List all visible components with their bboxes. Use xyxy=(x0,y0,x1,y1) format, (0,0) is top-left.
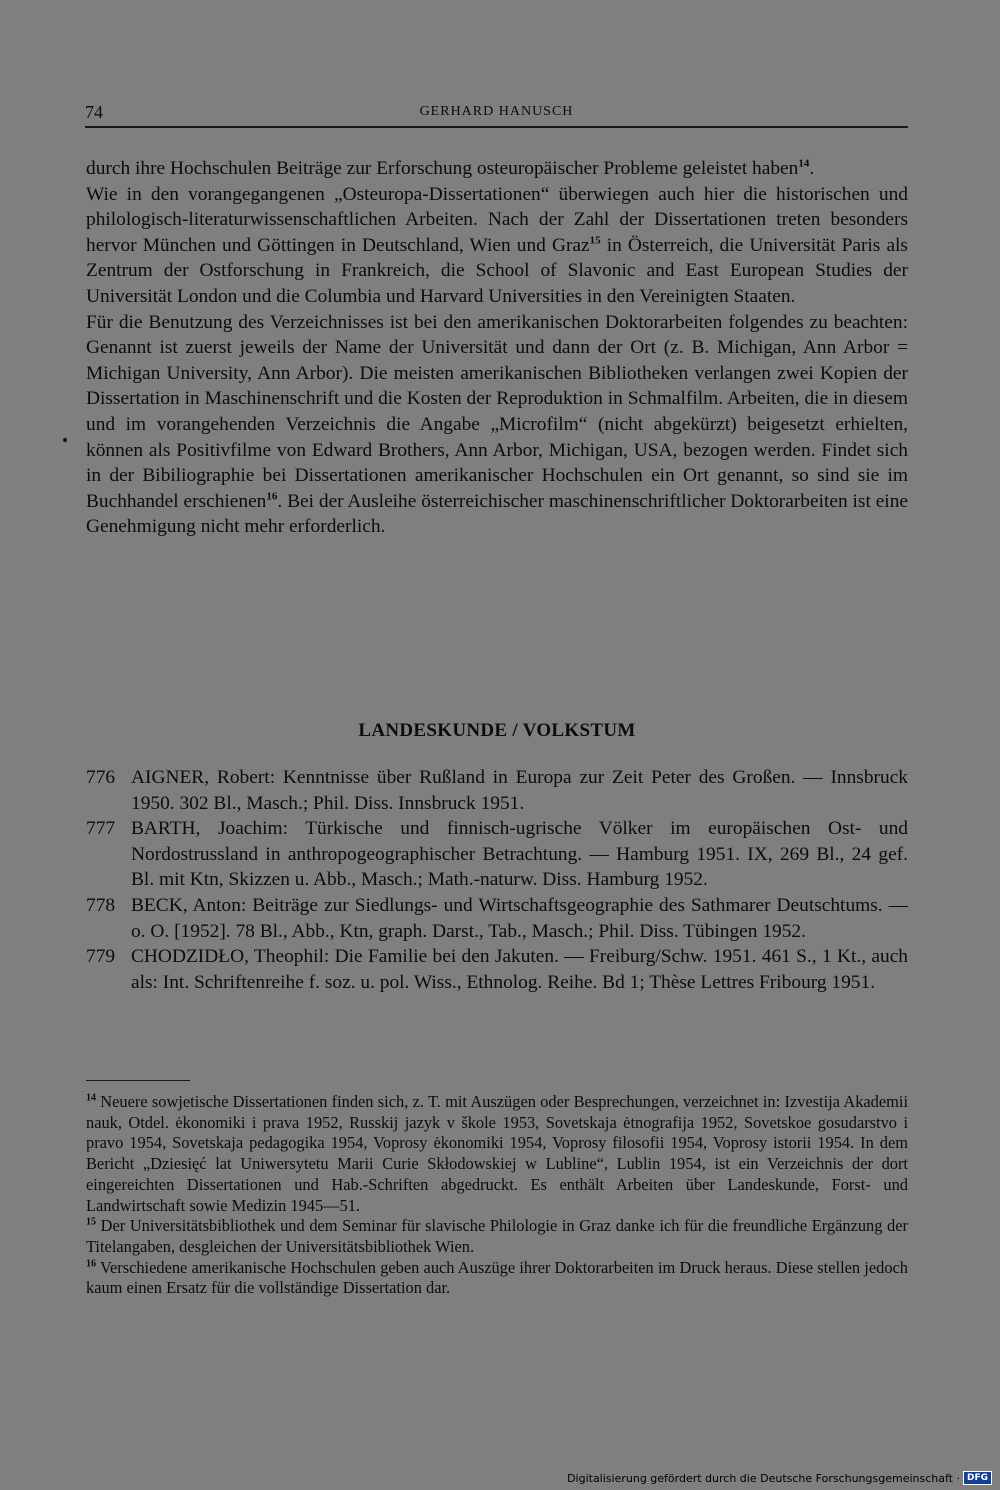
footnote-number: 14 xyxy=(86,1092,96,1104)
footnote-text: Neuere sowjetische Dissertationen finden sich, z. T. mit Auszügen oder Besprechungen, verzeichnet in: Izvestija Akademii nauk, Otdel. ėkonomiki i prava 1952, Russkij jazyk v škole 1953, Sovetskaja ėtnografija 1952, Sovetskoe gosudarstvo i pravo 1954, Sovetskaja pedagogika 1954, Voprosy ėkonomiki 1954, Voprosy filosofii 1954, Voprosy istorii 1954. In dem Bericht „Dziesięć lat Uniwersytetu Marii Curie Skłodowskiej w Lubline“, Lublin 1954, ist ein Verzeichnis der dort eingereichten Dissertationen und Hab.-Schriften abgedruckt. Es enthält Arbeiten über Landeskunde, Forst- und Landwirtschaft sowie Medizin 1945—51. xyxy=(86,1092,908,1215)
entry-number: 776 xyxy=(86,767,116,788)
entry-text: AIGNER, Robert: Kenntnisse über Rußland in Europa zur Zeit Peter des Großen. — Innsbruck 1950. 302 Bl., Masch.; Phil. Diss. Innsbruck 1951. xyxy=(131,767,908,814)
footnote-ref-16: 16 xyxy=(266,490,278,503)
entry-text: BARTH, Joachim: Türkische und finnisch-ugrische Völker im europäischen Ost- und Nordostrussland in anthropogeographischer Betrachtung. — Hamburg 1951. IX, 269 Bl., 24 gef. Bl. mit Ktn, Skizzen u. Abb., Masch.; Math.-naturw. Diss. Hamburg 1952. xyxy=(131,818,908,891)
footnote-16 xyxy=(86,1258,908,1299)
list-item xyxy=(86,893,908,944)
footnote-14 xyxy=(86,1092,908,1216)
paragraph-1-text: durch ihre Hochschulen Beiträge zur Erforschung osteuropäischer Probleme geleistet haben xyxy=(86,158,799,179)
stray-dot-mark xyxy=(63,438,67,442)
bibliography-entries xyxy=(86,765,908,995)
footnote-divider xyxy=(86,1080,190,1081)
entry-number: 779 xyxy=(86,946,116,968)
body-text xyxy=(86,156,908,540)
footnote-ref-14: 14 xyxy=(798,157,810,170)
footnote-text: Verschiedene amerikanische Hochschulen geben auch Auszüge ihrer Doktorarbeiten im Druck heraus. Diese stellen jedoch kaum einen Ersatz für die vollständige Dissertation dar. xyxy=(86,1257,908,1298)
entry-number: 778 xyxy=(86,894,116,916)
digitization-note: Digitalisierung gefördert durch die Deutsche Forschungsgemeinschaft · xyxy=(567,1471,960,1485)
entry-text: BECK, Anton: Beiträge zur Siedlungs- und Wirtschaftsgeographie des Sathmarer Deutschtums. — o. O. [1952]. 78 Bl., Abb., Ktn, graph. Darst., Tab., Masch.; Phil. Diss. Tübingen 1952. xyxy=(131,894,908,942)
footnote-ref-15: 15 xyxy=(589,234,601,247)
footnote-15 xyxy=(86,1216,908,1257)
paragraph-1 xyxy=(86,156,908,182)
footnote-number: 15 xyxy=(86,1216,96,1228)
paragraph-1-tail: . xyxy=(809,158,815,179)
list-item xyxy=(86,944,908,995)
paragraph-3 xyxy=(86,310,908,540)
entry-number: 777 xyxy=(86,818,116,840)
digitization-footer xyxy=(567,1471,992,1485)
page-header xyxy=(85,100,908,128)
paragraph-2-text: Wie in den vorangegangenen „Osteuropa-Dissertationen“ überwiegen auch hier die historischen und philologisch-literaturwissenschaftlichen Arbeiten. Nach der Zahl der Dissertationen treten besonders hervor München und Göttingen in Deutschland, Wien und Graz xyxy=(86,183,908,256)
paragraph-3-tail: . Bei der Ausleihe österreichischer maschinenschriftlicher Doktorarbeiten ist eine Genehmigung nicht mehr erforderlich. xyxy=(86,490,908,538)
paragraph-2 xyxy=(86,182,908,310)
page-number: 74 xyxy=(85,102,103,122)
list-item xyxy=(86,765,908,816)
entry-text: CHODZIDŁO, Theophil: Die Familie bei den Jakuten. — Freiburg/Schw. 1951. 461 S., 1 Kt., auch als: Int. Schriftenreihe f. soz. u. pol. Wiss., Ethnolog. Reihe. Bd 1; Thèse Lettres Fribourg 1951. xyxy=(131,946,908,993)
footnotes xyxy=(86,1092,908,1299)
paragraph-3-text: Für die Benutzung des Verzeichnisses ist bei den amerikanischen Doktorarbeiten folgendes zu beachten: Genannt ist zuerst jeweils der Name der Universität und dann der Ort (z. B. Michigan, Ann Arbor = Michigan University, Ann Arbor). Die meisten amerikanischen Bibliotheken verlangen zwei Kopien der Dissertation in Maschinenschrift und die Kosten der Reproduktion in Schmalfilm. Arbeiten, die in diesem und im vorangehenden Verzeichnis die Angabe „Microfilm“ (nicht abgekürzt) beigesetzt erhielten, können als Positivfilme von Edward Brothers, Ann Arbor, Michigan, USA, bezogen werden. Findet sich in der Bibiliographie bei Dissertationen amerikanischer Hochschulen ein Ort genannt, so sind sie im Buchhandel erschienen xyxy=(86,311,908,512)
section-heading: LANDESKUNDE / VOLKSTUM xyxy=(358,720,636,741)
paragraph-2-tail: in Österreich, die Universität Paris als Zentrum der Ostforschung in Frankreich, die School of Slavonic and East European Studies der Universität London und die Columbia und Harvard Universities in den Vereinigten Staaten. xyxy=(86,234,908,307)
footnote-number: 16 xyxy=(86,1258,96,1270)
list-item xyxy=(86,816,908,893)
running-head: GERHARD HANUSCH xyxy=(419,104,574,119)
dfg-logo-icon: DFG xyxy=(963,1471,992,1485)
footnote-text: Der Universitätsbibliothek und dem Seminar für slavische Philologie in Graz danke ich für die freundliche Ergänzung der Titelangaben, desgleichen der Universitätsbibliothek Wien. xyxy=(86,1216,908,1256)
